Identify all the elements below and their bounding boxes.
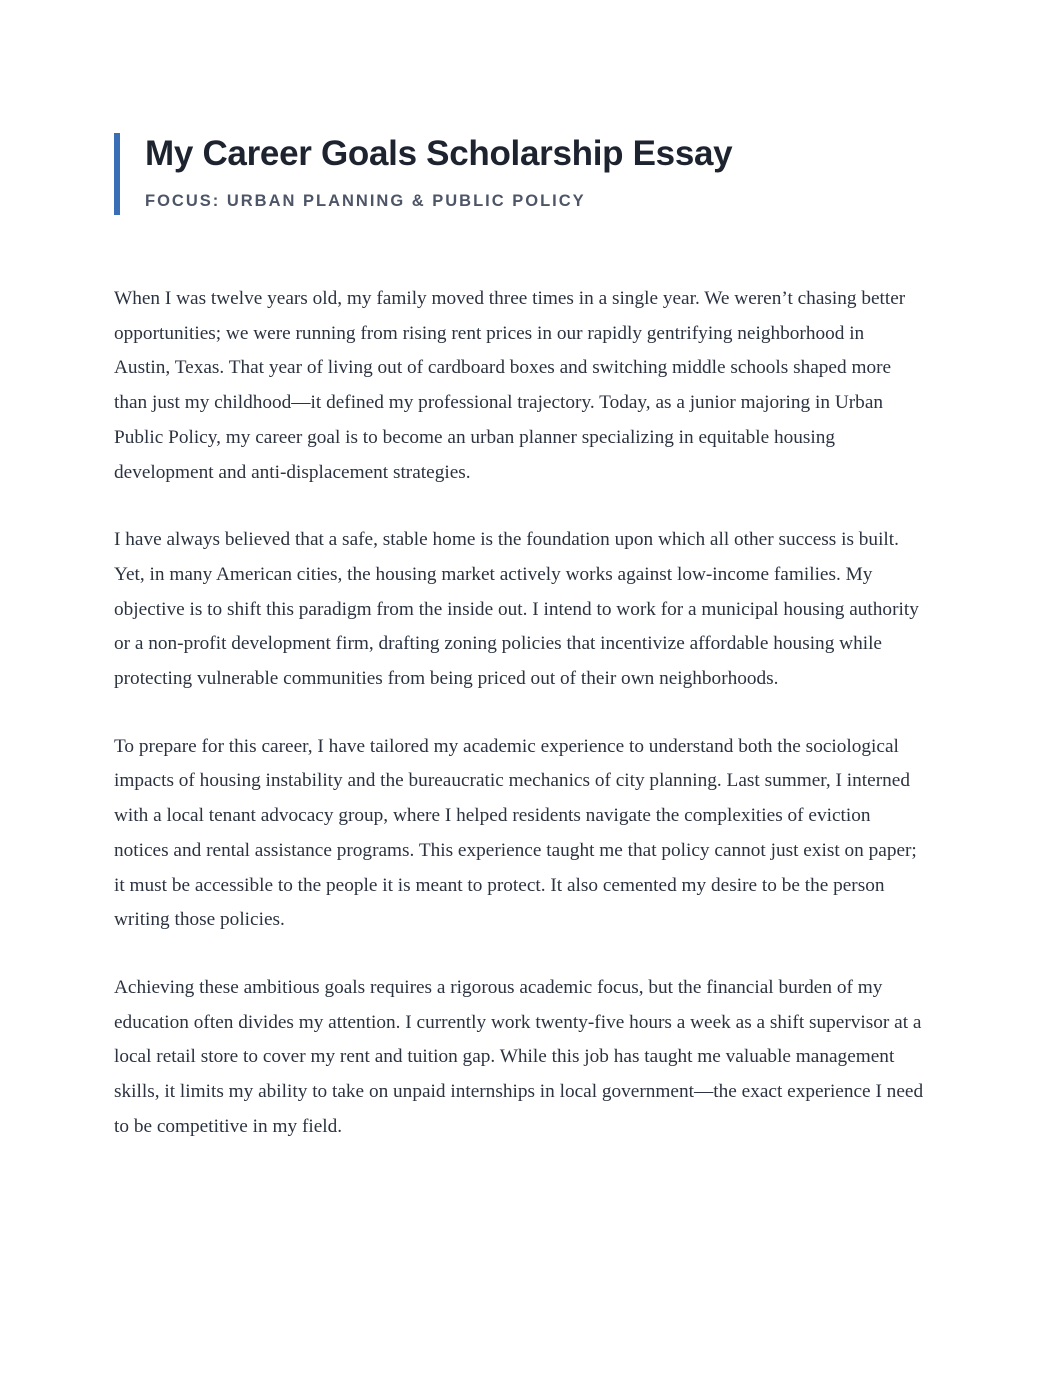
essay-paragraph-2: I have always believed that a safe, stable home is the foundation upon which all other success is built. Yet, in many American cities, the housing market actively works against low-income families. My objective is to shift this paradigm from the inside out. I intend to work for a municipal housing authority or a non-profit development firm, drafting zoning policies that incentivize affordable housing while protecting vulnerable communities from being priced out of their own neighborhoods. xyxy=(114,529,919,690)
page-subtitle: FOCUS: URBAN PLANNING & PUBLIC POLICY xyxy=(145,192,586,210)
essay-paragraph-4: Achieving these ambitious goals requires a rigorous academic focus, but the financial burden of my education often divides my attention. I currently work twenty-five hours a week as a shift supervisor at a local retail store to cover my rent and tuition gap. While this job has taught me valuable management skills, it limits my ability to take on unpaid internships in local government—the exact experience I need to be competitive in my field. xyxy=(114,976,924,1137)
essay-header xyxy=(114,133,924,215)
page-title: My Career Goals Scholarship Essay xyxy=(145,134,733,173)
essay-paragraph-1: When I was twelve years old, my family moved three times in a single year. We weren’t chasing better opportunities; we were running from rising rent prices in our rapidly gentrifying neighborhood in Austin, Texas. That year of living out of cardboard boxes and switching middle schools shaped more than just my childhood—it defined my professional trajectory. Today, as a junior majoring in Urban Public Policy, my career goal is to become an urban planner specializing in equitable housing development and anti-displacement strategies. xyxy=(114,288,906,483)
essay-page xyxy=(114,133,924,1177)
essay-paragraph-3: To prepare for this career, I have tailored my academic experience to understand both the sociological impacts of housing instability and the bureaucratic mechanics of city planning. Last summer, I interned with a local tenant advocacy group, where I helped residents navigate the complexities of eviction notices and rental assistance programs. This experience taught me that policy cannot just exist on paper; it must be accessible to the people it is meant to protect. It also cemented my desire to be the person writing those policies. xyxy=(114,735,917,931)
essay-body xyxy=(114,282,924,1144)
